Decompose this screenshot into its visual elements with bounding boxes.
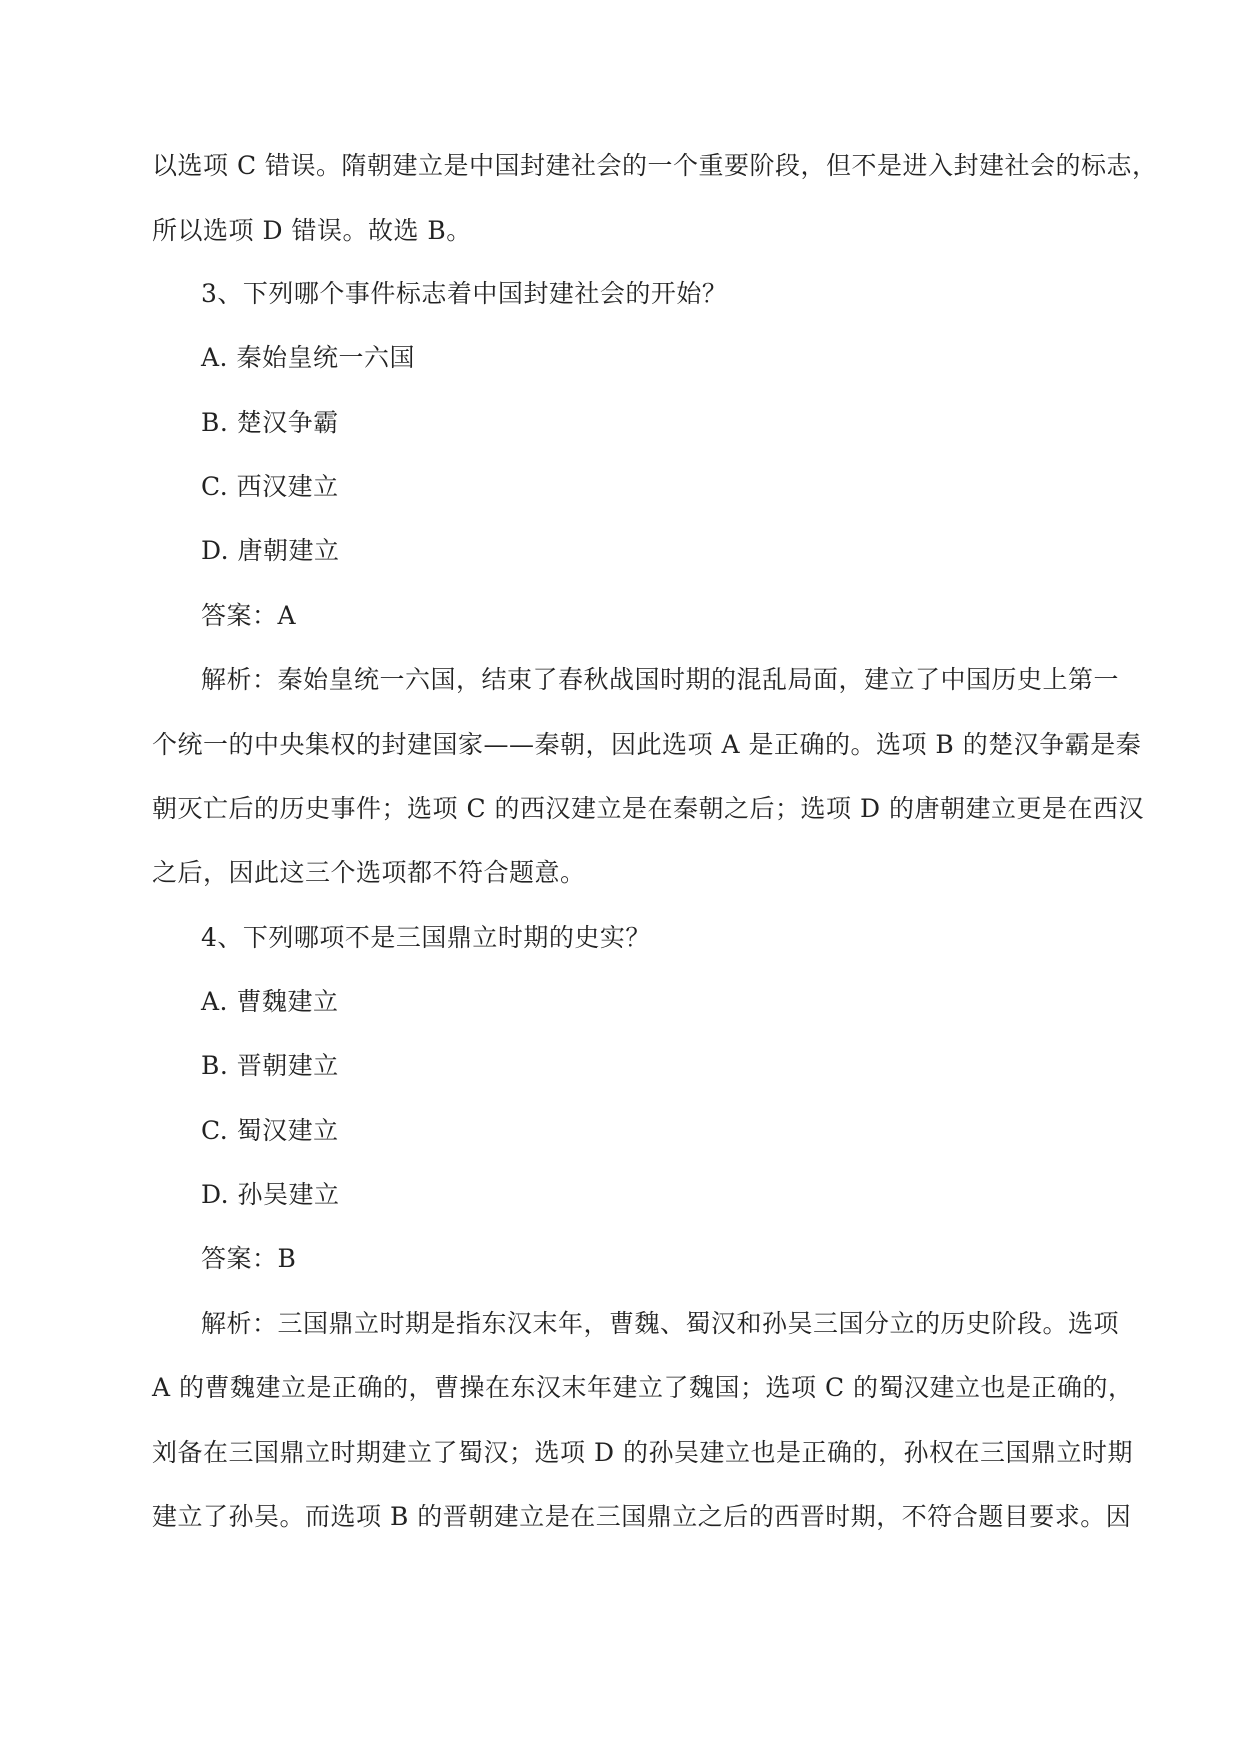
question-3-answer: 答案：A <box>201 601 297 630</box>
question-4-analysis: 解析：三国鼎立时期是指东汉末年，曹魏、蜀汉和孙吴三国分立的历史阶段。选项 <box>201 1309 1120 1338</box>
question-4-stem: 4、下列哪项不是三国鼎立时期的史实？ <box>201 923 651 952</box>
text-line: 之后，因此这三个选项都不符合题意。 <box>152 858 586 887</box>
question-3-option-c: C. 西汉建立 <box>201 472 339 501</box>
text-line: A 的曹魏建立是正确的，曹操在东汉末年建立了魏国；选项 C 的蜀汉建立也是正确的， <box>152 1373 1134 1402</box>
text-line: 以选项 C 错误。隋朝建立是中国封建社会的一个重要阶段，但不是进入封建社会的标志， <box>152 151 1158 180</box>
question-3-option-a: A. 秦始皇统一六国 <box>201 343 415 372</box>
text-line: 建立了孙吴。而选项 B 的晋朝建立是在三国鼎立之后的西晋时期，不符合题目要求。因 <box>152 1502 1132 1531</box>
text-line: 朝灭亡后的历史事件；选项 C 的西汉建立是在秦朝之后；选项 D 的唐朝建立更是在西汉 <box>152 794 1144 823</box>
question-3-option-b: B. 楚汉争霸 <box>201 408 339 437</box>
text-line: 个统一的中央集权的封建国家——秦朝，因此选项 A 是正确的。选项 B 的楚汉争霸是秦 <box>152 730 1142 759</box>
question-4-option-c: C. 蜀汉建立 <box>201 1116 339 1145</box>
question-4-option-a: A. 曹魏建立 <box>201 987 339 1016</box>
question-3-option-d: D. 唐朝建立 <box>201 536 340 565</box>
question-4-answer: 答案：B <box>201 1244 297 1273</box>
question-3-stem: 3、下列哪个事件标志着中国封建社会的开始？ <box>201 279 728 308</box>
text-line: 刘备在三国鼎立时期建立了蜀汉；选项 D 的孙吴建立也是正确的，孙权在三国鼎立时期 <box>152 1438 1133 1467</box>
question-4-option-b: B. 晋朝建立 <box>201 1051 339 1080</box>
question-3-analysis: 解析：秦始皇统一六国，结束了春秋战国时期的混乱局面，建立了中国历史上第一 <box>201 665 1120 694</box>
question-4-option-d: D. 孙吴建立 <box>201 1180 340 1209</box>
text-line: 所以选项 D 错误。故选 B。 <box>152 216 472 245</box>
